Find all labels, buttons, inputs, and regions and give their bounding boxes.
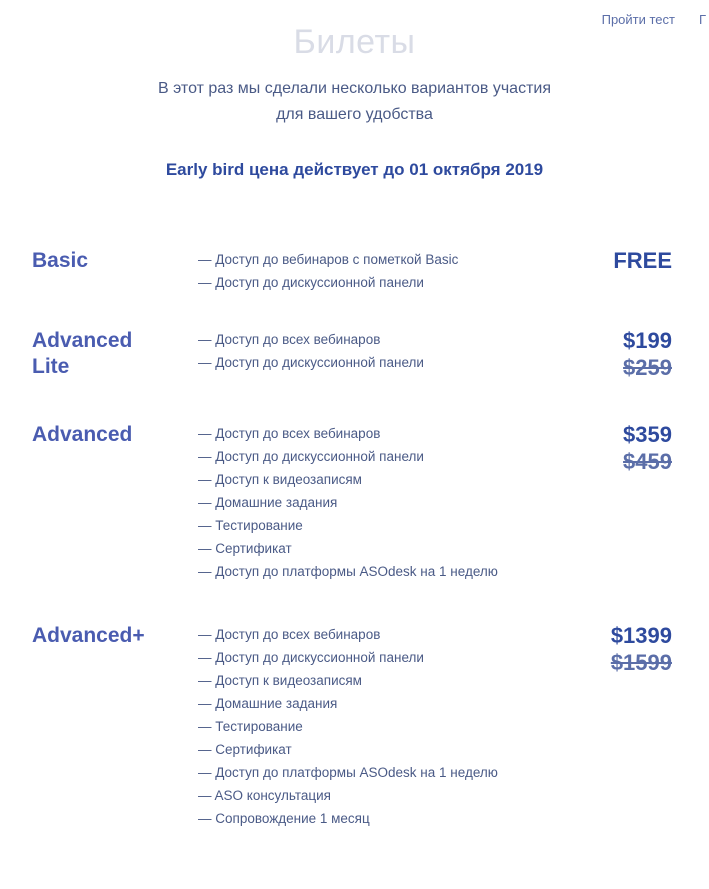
plan-name: [0, 623, 168, 649]
plan-current-price: $359: [623, 422, 672, 447]
nav-take-test[interactable]: Пройти тест: [601, 12, 675, 27]
intro-line-2: для вашего удобства: [276, 106, 433, 123]
plan-feature: — Доступ до всех вебинаров: [198, 426, 381, 441]
plan-feature: — Доступ до дискуссионной панели: [198, 449, 424, 464]
plan-feature: — Доступ до всех вебинаров: [198, 332, 381, 347]
plan-feature: — ASO консультация: [198, 788, 331, 803]
plan-old-price: $459: [623, 449, 672, 474]
plan-name: [0, 422, 168, 448]
plan-name: [0, 248, 168, 274]
plan-feature: — Домашние задания: [198, 696, 338, 711]
plan-current-price: $199: [623, 328, 672, 353]
plan-current-price: FREE: [613, 248, 672, 273]
plan-features: [168, 248, 569, 294]
plan-row: [0, 248, 709, 294]
nav-clipped[interactable]: Г: [699, 12, 707, 27]
plan-feature: — Доступ к видеозаписям: [198, 673, 362, 688]
plan-name-line-2: Lite: [32, 355, 70, 378]
plan-feature: — Тестирование: [198, 518, 303, 533]
page-title: Билеты: [293, 22, 416, 61]
plan-feature: — Доступ до всех вебинаров: [198, 627, 381, 642]
plan-feature: — Доступ до дискуссионной панели: [198, 355, 424, 370]
plan-name-line-1: Advanced: [32, 423, 133, 446]
plan-feature: — Доступ до платформы ASOdesk на 1 неделю: [198, 564, 498, 579]
plan-feature: — Доступ до вебинаров с пометкой Basic: [198, 252, 459, 267]
plan-row: [0, 328, 709, 382]
plan-feature: — Доступ до платформы ASOdesk на 1 неделю: [198, 765, 498, 780]
plan-current-price: $1399: [610, 623, 672, 648]
early-bird-notice: Early bird цена действует до 01 октября 2019: [165, 160, 544, 179]
plan-price: [569, 623, 709, 677]
plan-name-line-1: Advanced+: [32, 624, 145, 647]
plan-features: [168, 422, 569, 583]
plan-feature: — Тестирование: [198, 719, 303, 734]
plan-old-price: $1599: [610, 650, 672, 675]
plan-feature: — Сертификат: [198, 742, 292, 757]
plan-feature: — Сопровождение 1 месяц: [198, 811, 370, 826]
intro-line-1: В этот раз мы сделали несколько вариантов участия: [158, 80, 551, 97]
plan-price: [569, 328, 709, 382]
plan-list: [0, 248, 709, 830]
plan-name: [0, 328, 168, 380]
plan-feature: — Доступ до дискуссионной панели: [198, 275, 424, 290]
intro-text: [0, 76, 709, 128]
plan-feature: — Домашние задания: [198, 495, 338, 510]
plan-price: [569, 422, 709, 476]
plan-features: [168, 328, 569, 374]
plan-features: [168, 623, 569, 830]
plan-name-line-1: Advanced: [32, 329, 133, 352]
plan-row: [0, 623, 709, 830]
plan-feature: — Сертификат: [198, 541, 292, 556]
plan-name-line-1: Basic: [32, 249, 89, 272]
plan-old-price: $259: [623, 355, 672, 380]
plan-feature: — Доступ к видеозаписям: [198, 472, 362, 487]
plan-row: [0, 422, 709, 583]
plan-feature: — Доступ до дискуссионной панели: [198, 650, 424, 665]
plan-price: [569, 248, 709, 274]
